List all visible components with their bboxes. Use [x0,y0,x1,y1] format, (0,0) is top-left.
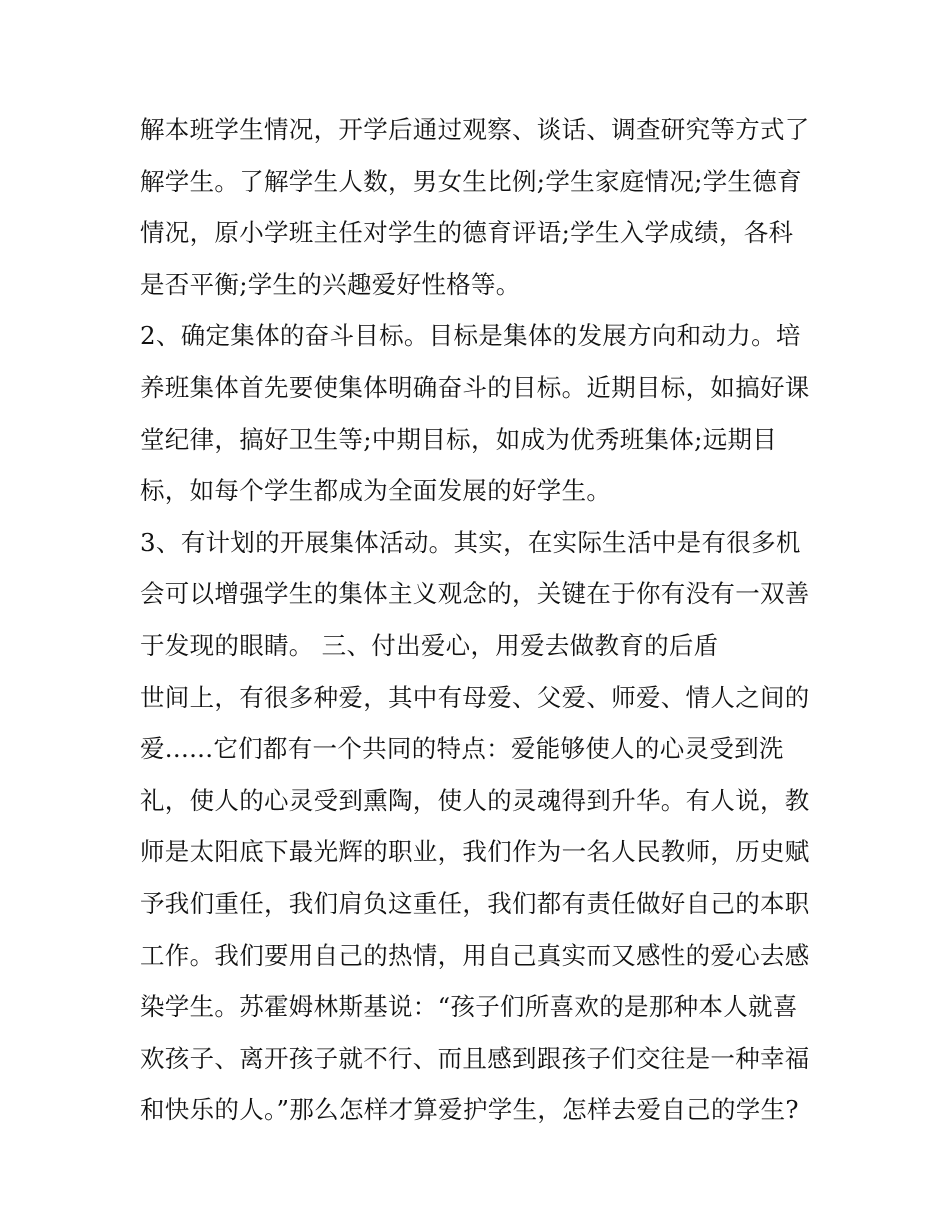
text-line: 会可以增强学生的集体主义观念的，关键在于你有没有一双善 [140,579,810,609]
text-line: 是否平衡;学生的兴趣爱好性格等。 [140,269,521,299]
text-line: 解学生。了解学生人数，男女生比例;学生家庭情况;学生德育 [140,166,802,196]
text-line: 师是太阳底下最光辉的职业，我们作为一名人民教师，历史赋 [140,837,810,867]
text-line: 2、确定集体的奋斗目标。目标是集体的发展方向和动力。培 [140,321,801,351]
text-line: 于发现的眼睛。 三、付出爱心，用爱去做教育的后盾 [140,630,719,660]
text-line: 和快乐的人。”那么怎样才算爱护学生，怎样去爱自己的学生? [140,1095,799,1125]
text-line: 予我们重任，我们肩负这重任，我们都有责任做好自己的本职 [140,888,810,918]
text-line: 情况，原小学班主任对学生的德育评语;学生入学成绩，各科 [140,218,794,248]
body-text [140,104,820,1136]
text-line: 世间上，有很多种爱，其中有母爱、父爱、师爱、情人之间的 [140,682,810,712]
text-line: 欢孩子、离开孩子就不行、而且感到跟孩子们交往是一种幸福 [140,1043,810,1073]
text-line: 礼，使人的心灵受到熏陶，使人的灵魂得到升华。有人说，教 [140,785,810,815]
text-line: 解本班学生情况，开学后通过观察、谈话、调查研究等方式了 [140,115,810,144]
text-line: 标，如每个学生都成为全面发展的好学生。 [140,476,612,506]
text-line: 养班集体首先要使集体明确奋斗的目标。近期目标，如搞好课 [140,372,810,402]
text-line: 染学生。苏霍姆林斯基说：“孩子们所喜欢的是那种本人就喜 [140,992,798,1022]
text-line: 3、有计划的开展集体活动。其实，在实际生活中是有很多机 [140,527,801,557]
text-line: 堂纪律，搞好卫生等;中期目标，如成为优秀班集体;远期目 [140,424,778,454]
text-line: 工作。我们要用自己的热情，用自己真实而又感性的爱心去感 [140,940,810,970]
text-line: 爱......它们都有一个共同的特点：爱能够使人的心灵受到洗 [140,734,784,764]
